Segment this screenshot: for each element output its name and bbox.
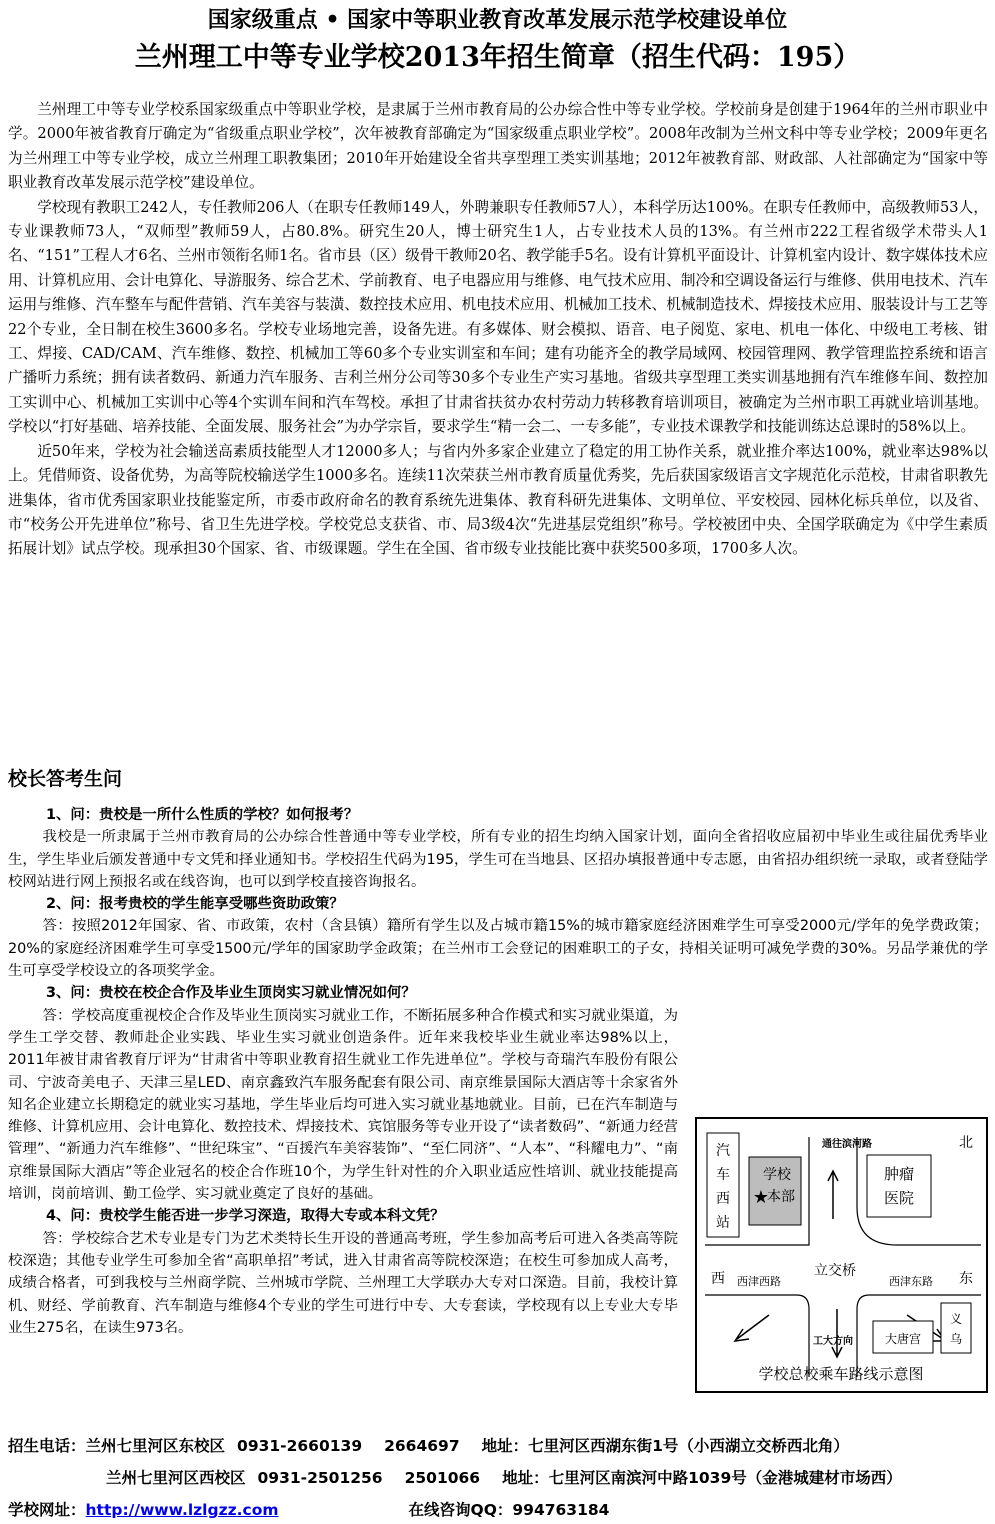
answer-1: 我校是一所隶属于兰州市教育局的公办综合性普通中等专业学校，所有专业的招生均纳入国家计划，面向全省招收应届初中毕业生或往届优秀毕业生，学生毕业后颁发普通中专文凭和择业通知书。学校招生代码为195，学生可在当地县、区招办填报普通中专志愿，由省招办组织统一录取，或者登陆学校网站进行网上预报名或在线咨询，也可以到学校直接咨询报名。 [8,829,988,890]
question-3: 3、问：贵校在校企合作及毕业生顶岗实习就业情况如何？ [46,985,416,1002]
footer-line-2 [106,1466,902,1488]
website-link[interactable]: http://www.lzlgzz.com [85,1501,279,1519]
hospital-label-2: 医院 [883,1189,915,1207]
qq-label: 在线咨询QQ： [408,1501,513,1519]
section-title: 校长答考生问 [8,768,123,790]
intro-paragraph-1: 兰州理工中等专业学校系国家级重点中等职业学校，是隶属于兰州市教育局的公办综合性中等专业学校。学校前身是创建于1964年的兰州市职业中学。2000年被省教育厅确定为“省级重点职业学校”，次年被教育部确定为“国家级重点职业学校”。2008年改制为兰州文科中等专业学校；2009年更名为兰州理工中等专业学校，成立兰州理工职教集团；2010年开始建设全省共享型理工类实训基地；2012年被教育部、财政部、人社部确定为“国家中等职业教育改革发展示范学校”建设单位。 [8,101,988,192]
yiwu-label-2: 乌 [949,1332,963,1346]
route-map-svg [697,1119,986,1391]
school-label-2: 本部 [767,1189,795,1205]
map-caption: 学校总校乘车路线示意图 [758,1365,924,1383]
xijin-west-label: 西津西路 [737,1275,781,1288]
xijin-east-label: 西津东路 [889,1275,933,1288]
bus-station-char-1: 汽 [716,1143,730,1159]
answer-3-text: 答：学校高度重视校企合作及毕业生顶岗实习就业工作，不断拓展多种合作模式和实习就业渠道，为学生工学交替、教师赴企业实践、毕业生实习就业创造条件。近年来我校毕业生就业率达98%以上，2011年被甘肃省教育厅评为“甘肃省中等职业教育招生就业工作先进单位”。学校与奇瑞汽车股份有限公司、宁波奇美电子、天津三星LED、南京鑫致汽车服务配套有限公司、南京维景国际大酒店等十余家省外知名企业建立长期稳定的就业实习基地，学生毕业后均可进入实习就业基地就业。目前，已在汽车制造与维修、计算机应用、会计电算化、数控技术、焊接技术、宾馆服务等专业开设了“读者数码”、“新通力经营管理”、“新通力汽车维修”、“世纪珠宝”、“百援汽车美容装饰”、“至仁同济”、“人本”、“科耀电力”、“南京维景国际大酒店”等企业冠名的校企合作班10个，为学生针对性的介入职业适应性培训、就业技能提高培训，岗前培训、勤工俭学、实习就业奠定了良好的基础。 [8,1007,678,1203]
east-address: 七里河区西湖东街1号（小西湖立交桥西北角） [528,1437,849,1455]
yiwu-label-1: 义 [949,1312,963,1326]
footer-line-3 [8,1498,609,1520]
route-map [695,1117,988,1393]
question-4: 4、问：贵校学生能否进一步学习深造，取得大专或本科文凭？ [46,1208,445,1225]
east-label: 东 [959,1271,973,1287]
west-address: 七里河区南滨河中路1039号（金港城建材市场西） [548,1469,902,1487]
school-star-icon: ★ [752,1187,770,1208]
intro-section [8,98,988,562]
bridge-label: 立交桥 [814,1263,856,1279]
north-label: 北 [959,1135,973,1151]
west-addr-label: 地址： [502,1469,549,1487]
school-label-1: 学校 [763,1167,791,1183]
phone-label: 招生电话： [8,1437,86,1455]
intro-paragraph-2: 学校现有教职工242人，专任教师206人（在职专任教师149人，外聘兼职专任教师57人），本科学历达100%。在职专任教师中，高级教师53人，专业课教师73人，“双师型”教师59人，占80.8%。研究生20人，博士研究生1人，占专业技术人员的13%。有兰州市222工程省级学术带头人1名、“151”工程人才6名、兰州市领衔名师1名。省市县（区）级骨干教师20名、教学能手5名。设有计算机平面设计、计算机室内设计、数字媒体技术应用、计算机应用、会计电算化、导游服务、综合艺术、学前教育、电子电器应用与维修、电气技术应用、制冷和空调设备运行与维修、供用电技术、汽车运用与维修、汽车整车与配件营销、汽车美容与装潢、数控技术应用、机电技术应用、机械加工技术、机械制造技术、焊接技术应用、服装设计与工艺等22个专业，全日制在校生3600多名。学校专业场地完善，设备先进。有多媒体、财会模拟、语音、电子阅览、家电、机电一体化、中级电工考核、钳工、焊接、CAD/CAM、汽车维修、数控、机械加工等60多个专业实训室和车间；建有功能齐全的教学局域网、校园管理网、教学管理监控系统和语言广播听力系统；拥有读者数码、新通力汽车服务、吉利兰州分公司等30多个专业生产实习基地。省级共享型理工类实训基地拥有汽车维修车间、数控加工实训中心、机械加工实训中心等4个实训车间和汽车驾校。承担了甘肃省扶贫办农村劳动力转移教育培训项目，被确定为兰州市职工再就业培训基地。学校以“打好基础、培养技能、全面发展、服务社会”为办学宗旨，要求学生“精一会二、一专多能”，专业技术课教学和技能训练达总课时的58%以上。 [8,198,988,436]
footer-line-1 [8,1434,849,1456]
arrow-up-icon [828,1171,838,1219]
east-campus: 兰州七里河区东校区 [85,1437,226,1455]
gongda-label: 工大方向 [813,1336,853,1347]
header-title-line1: 国家级重点 • 国家中等职业教育改革发展示范学校建设单位 [207,7,788,33]
road-north-label: 通往滨河路 [822,1139,872,1150]
question-2: 2、问：报考贵校的学生能享受哪些资助政策？ [46,896,344,913]
question-1: 1、问：贵校是一所什么性质的学校？如何报考？ [46,807,359,823]
datang-label: 大唐宫 [884,1332,922,1346]
arrow-west-icon [735,1315,769,1341]
bus-station-char-3: 西 [716,1191,730,1207]
answer-2: 答：按照2012年国家、省、市政策，农村（含县镇）籍所有学生以及占城市籍15%的城市籍家庭经济困难学生可享受2000元/学年的免学费政策；20%的家庭经济困难学生可享受1500元/学年的国家助学金政策；在兰州市工会登记的困难职工的子女，持相关证明可减免学费的30%。另品学兼优的学生可享受学校设立的各项奖学金。 [8,918,988,980]
arrow-down-icon [832,1309,842,1357]
hospital-label-1: 肿瘤 [883,1165,915,1183]
west-phone-1: 0931-2501256 [257,1469,383,1487]
bus-station-char-4: 站 [716,1215,730,1231]
west-campus: 兰州七里河区西校区 [106,1469,246,1487]
intro-paragraph-3: 近50年来，学校为社会输送高素质技能型人才12000多人；与省内外多家企业建立了稳定的用工协作关系，就业推介率达100%，就业率达98%以上。凭借师资、设备优势，为高等院校输送学生1000多名。连续11次荣获兰州市教育质量优秀奖，先后获国家级语言文字规范化示范校，甘肃省职教先进集体，省市优秀国家职业技能鉴定所，市委市政府命名的教育系统先进集体、教育科研先进集体、文明单位、平安校园、园林化标兵单位，以及省、市“校务公开先进单位”称号、省卫生先进学校。学校党总支获省、市、局3级4次“先进基层党组织”称号。学校被团中央、全国学联确定为《中学生素质拓展计划》试点学校。现承担30个国家、省、市级课题。学生在全国、省市级专业技能比赛中获奖500多项，1700多人次。 [8,442,988,558]
qq-number: 994763184 [512,1501,610,1519]
east-phone-2: 2664697 [384,1437,460,1455]
east-phone-1: 0931-2660139 [237,1437,363,1455]
west-label: 西 [711,1271,725,1287]
web-label: 学校网址： [8,1501,86,1519]
bus-station-char-2: 车 [716,1167,730,1183]
east-addr-label: 地址： [481,1437,529,1455]
west-phone-2: 2501066 [404,1469,481,1487]
header-title-line2: 兰州理工中等专业学校2013年招生简章（招生代码：195） [134,42,861,73]
answer-4: 答：学校综合艺术专业是专门为艺术类特长生开设的普通高考班，学生参加高考后可进入各类高等院校深造；其他专业学生可参加全省“高职单招”考试，进入甘肃省高等院校深造；在校生可参加成人高考，成绩合格者，可到我校与兰州商学院、兰州城市学院、兰州理工大学联办大专对口深造。目前，我校计算机、财经、学前教育、汽车制造与维修4个专业的学生可进行中专、大专套读，学校现有以上专业大专毕业生275名，在读生973名。 [8,1230,678,1336]
